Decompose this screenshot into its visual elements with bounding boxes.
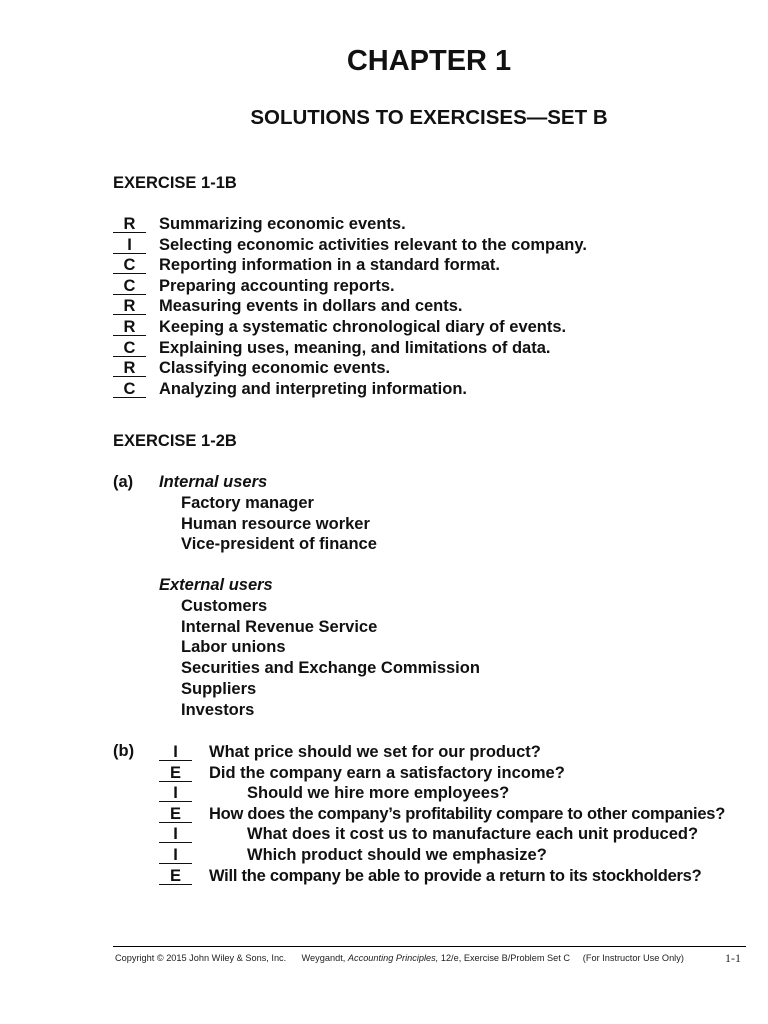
question-text: Will the company be able to provide a return to its stockholders? <box>209 866 702 885</box>
footer-copyright: Copyright © 2015 John Wiley & Sons, Inc. <box>115 953 287 963</box>
answer-letter: E <box>169 866 181 885</box>
list-item-text: Keeping a systematic chronological diary of events. <box>159 318 567 336</box>
list-item-text: Preparing accounting reports. <box>159 276 395 295</box>
list-item-text: Classifying economic events. <box>159 359 391 378</box>
external-user-item: Internal Revenue Service <box>181 617 378 636</box>
answer-letter: R <box>123 318 136 336</box>
internal-user-item: Vice-president of finance <box>181 535 377 554</box>
answer-letter: I <box>173 743 178 761</box>
footer-text <box>115 953 684 963</box>
external-users-heading: External users <box>159 576 273 594</box>
answer-letter: R <box>123 215 136 233</box>
internal-users-heading: Internal users <box>159 473 268 491</box>
external-user-item: Investors <box>181 700 255 719</box>
question-text: What does it cost us to manufacture each unit produced? <box>247 825 699 844</box>
external-user-item: Customers <box>181 597 268 615</box>
answer-letter: C <box>123 276 136 295</box>
answer-letter: R <box>123 359 136 378</box>
answer-letter: E <box>169 804 181 823</box>
list-item-text: Selecting economic activities relevant to the company. <box>159 235 587 254</box>
footer-note: (For Instructor Use Only) <box>582 953 684 963</box>
internal-user-item: Human resource worker <box>181 514 370 533</box>
section-title: SOLUTIONS TO EXERCISES—SET B <box>250 106 608 129</box>
answer-letter: I <box>127 235 132 254</box>
question-text: Which product should we emphasize? <box>247 846 547 864</box>
exercise-1-2b-heading: EXERCISE 1-2B <box>113 432 237 450</box>
internal-user-item: Factory manager <box>181 494 314 512</box>
list-item-text: Reporting information in a standard format. <box>159 256 501 275</box>
question-text: Did the company earn a satisfactory income? <box>209 763 565 782</box>
list-item-text: Analyzing and interpreting information. <box>159 379 468 398</box>
external-user-item: Labor unions <box>181 638 286 657</box>
question-text: What price should we set for our product? <box>209 743 541 761</box>
answer-letter: R <box>123 297 136 316</box>
chapter-title: CHAPTER 1 <box>346 45 512 77</box>
answer-letter: E <box>169 763 181 782</box>
footer-page-number: 1-1 <box>725 951 741 965</box>
external-user-item: Securities and Exchange Commission <box>181 659 480 678</box>
part-b-label: (b) <box>113 742 135 760</box>
part-a-label: (a) <box>113 473 134 491</box>
question-text: Should we hire more employees? <box>247 784 510 803</box>
list-item-text: Summarizing economic events. <box>159 215 406 233</box>
answer-letter: C <box>123 256 136 275</box>
exercise-1-1b-heading: EXERCISE 1-1B <box>113 174 237 192</box>
footer-rule <box>113 946 746 947</box>
footer-author: Weygandt, <box>301 953 346 963</box>
footer-book-title: Accounting Principles, <box>347 953 439 963</box>
answer-letter: I <box>173 784 178 803</box>
list-item-text: Measuring events in dollars and cents. <box>159 297 463 316</box>
answer-letter: C <box>123 379 136 398</box>
answer-letter: C <box>123 338 136 357</box>
external-user-item: Suppliers <box>181 679 257 698</box>
question-text: How does the company’s profitability compare to other companies? <box>209 804 726 823</box>
answer-letter: I <box>173 825 178 844</box>
list-item-text: Explaining uses, meaning, and limitations of data. <box>159 338 551 357</box>
answer-letter: I <box>173 846 178 864</box>
footer-edition: 12/e, Exercise B/Problem Set C <box>440 953 571 963</box>
